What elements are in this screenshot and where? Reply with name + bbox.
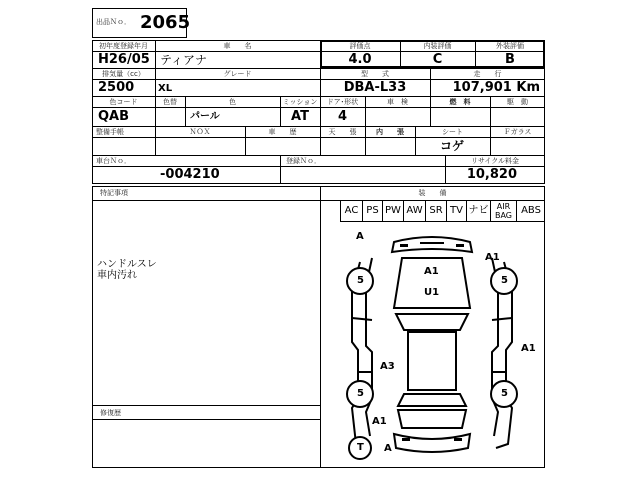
note-line-2: 車内汚れ (97, 270, 137, 281)
recycle-label: リサイクル料金 (470, 157, 520, 165)
equip-aw: AW (403, 201, 425, 221)
color-change-label: 色替 (163, 98, 177, 106)
repair-history-label: 修復歴 (100, 409, 121, 417)
mark-front: A (356, 231, 364, 242)
chassis-value: -004210 (160, 167, 220, 182)
score-label: 評価点 (349, 42, 371, 50)
car-damage-diagram (320, 222, 545, 468)
equip-ps: PS (362, 201, 382, 221)
mark-hood: A1 (424, 266, 439, 277)
equip-abs: ABS (516, 201, 545, 221)
inspection-label: 車 検 (387, 98, 408, 106)
registration-label: 登録Ｎｏ． (286, 157, 321, 165)
transmission-value: AT (291, 109, 309, 124)
lot-number-label: 出品Ｎｏ． (96, 18, 131, 26)
grade-label: グレード (223, 70, 252, 78)
mark-left-door: A3 (380, 361, 395, 372)
history-label: 車 歴 (268, 128, 297, 136)
mark-roof: U1 (424, 287, 440, 298)
mark-right-side: A1 (521, 343, 536, 354)
lot-number: 2065 (140, 12, 191, 33)
nox-label: ＮＯＸ (189, 128, 211, 136)
mileage-label: 走 行 (473, 70, 502, 78)
mark-rear: A (384, 443, 392, 454)
seat-value: コゲ (440, 139, 465, 153)
trunk-outline (398, 410, 466, 428)
displacement-label: 排気量（cc） (102, 70, 145, 78)
color-label: 色 (229, 98, 236, 106)
interior-trim-label: 内 張 (376, 128, 404, 136)
mileage-value: 107,901 Km (452, 80, 540, 95)
color-code-value: QAB (98, 109, 130, 124)
doors-value: 4 (337, 109, 348, 124)
model-label: 型 式 (361, 70, 389, 78)
spare-tire-mark: T (357, 442, 364, 453)
equip-airbag: AIR BAG (490, 201, 516, 221)
score-value: 4.0 (348, 52, 372, 67)
interior-score-value: C (432, 52, 443, 67)
recycle-value: 10,820 (466, 167, 517, 182)
equip-pw: PW (382, 201, 403, 221)
chassis-label: 車台Ｎｏ． (96, 157, 131, 165)
equip-sr: SR (425, 201, 446, 221)
tire-rr-grade: 5 (501, 388, 508, 399)
seat-label: シート (442, 128, 463, 136)
model-value: DBA-L33 (343, 80, 407, 95)
roof-outline (408, 332, 456, 390)
roof-label: 天 張 (328, 128, 357, 136)
windshield-outline (396, 314, 468, 330)
grade-value: XL (158, 83, 173, 94)
tire-rl-grade: 5 (357, 388, 364, 399)
equip-tv: TV (446, 201, 466, 221)
notes-label: 特記事項 (100, 189, 128, 197)
mark-rear-left: A1 (372, 416, 387, 427)
rear-window-outline (398, 394, 466, 406)
front-glass-label: Ｆガラス (503, 128, 532, 136)
exterior-score-value: B (505, 52, 515, 67)
doors-label: ドア･形状 (326, 98, 359, 106)
color-value: パール (190, 111, 220, 122)
name-value: ティアナ (160, 53, 208, 67)
manual-label: 整備手帳 (96, 128, 124, 136)
interior-score-label: 内装評価 (423, 42, 452, 50)
transmission-label: ミッション (282, 98, 318, 106)
tire-fl-grade: 5 (357, 275, 364, 286)
name-label: 車 名 (223, 42, 252, 50)
year-label: 初年度登録年月 (99, 42, 148, 50)
color-code-label: 色コード (109, 98, 138, 106)
equip-navi: ナビ (466, 201, 490, 221)
fuel-label: 燃 料 (449, 98, 471, 106)
mark-front-right: A1 (485, 252, 500, 263)
rear-bumper-outline (394, 434, 470, 452)
drive-label: 駆 動 (507, 98, 528, 106)
exterior-score-label: 外装評価 (496, 42, 524, 50)
tire-fr-grade: 5 (501, 275, 508, 286)
note-line-1: ハンドルスレ (97, 259, 157, 270)
equip-ac: AC (340, 201, 362, 221)
displacement-value: 2500 (98, 80, 135, 95)
year-value: H26/05 (98, 52, 150, 67)
equipment-label: 装 備 (418, 189, 447, 197)
